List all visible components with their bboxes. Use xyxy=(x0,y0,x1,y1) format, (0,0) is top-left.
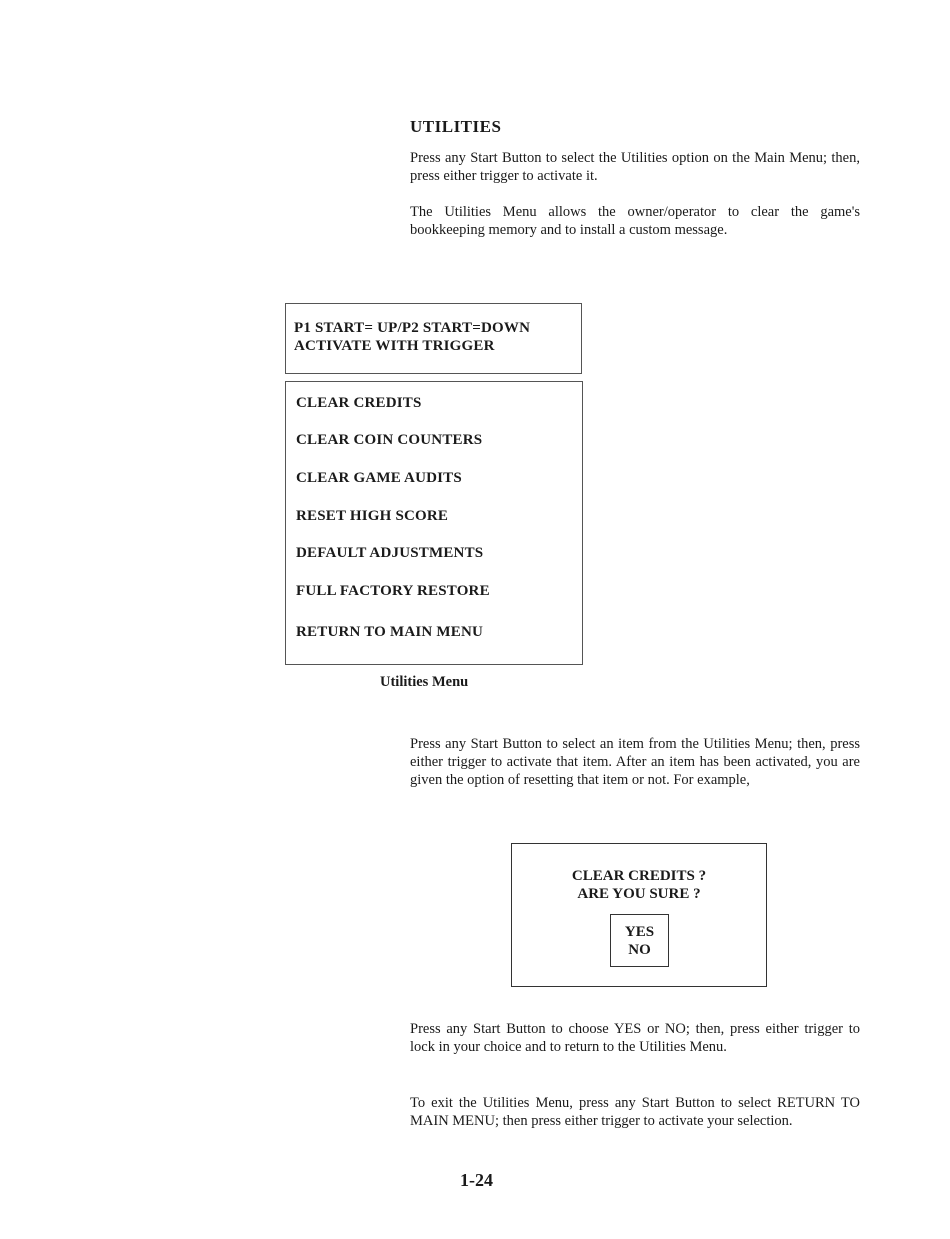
menu-header-line-1: P1 START= UP/P2 START=DOWN xyxy=(294,320,531,336)
menu-header-box xyxy=(285,303,582,374)
menu-item-clear-credits: CLEAR CREDITS xyxy=(296,395,422,411)
menu-item-return-to-main-menu: RETURN TO MAIN MENU xyxy=(296,624,484,640)
menu-item-clear-game-audits: CLEAR GAME AUDITS xyxy=(296,470,462,486)
menu-header-line-2: ACTIVATE WITH TRIGGER xyxy=(294,338,495,354)
menu-item-clear-coin-counters: CLEAR COIN COUNTERS xyxy=(296,432,483,448)
confirm-dialog-box xyxy=(511,843,767,987)
confirm-question-line-2: ARE YOU SURE ? xyxy=(577,886,701,902)
confirm-question-line-1: CLEAR CREDITS ? xyxy=(571,868,707,884)
intro-paragraph-1: Press any Start Button to select the Utilities option on the Main Menu; then, press either trigger to activate it. xyxy=(410,150,860,184)
utilities-menu-box xyxy=(285,381,583,665)
body-paragraph-3: To exit the Utilities Menu, press any Start Button to select RETURN TO MAIN MENU; then press either trigger to activate your selection. xyxy=(410,1095,860,1129)
intro-paragraph-2: The Utilities Menu allows the owner/operator to clear the game's bookkeeping memory and to install a custom message. xyxy=(410,204,860,238)
yes-no-choice-box xyxy=(610,914,669,967)
menu-item-reset-high-score: RESET HIGH SCORE xyxy=(296,508,449,524)
menu-item-default-adjustments: DEFAULT ADJUSTMENTS xyxy=(296,545,484,561)
body-paragraph-2: Press any Start Button to choose YES or NO; then, press either trigger to lock in your choice and to return to the Utilities Menu. xyxy=(410,1021,860,1055)
body-paragraph-1: Press any Start Button to select an item from the Utilities Menu; then, press either trigger to activate that item. After an item has been activated, you are given the option of resetting that item or not. For example, xyxy=(410,736,860,788)
section-title: UTILITIES xyxy=(410,117,502,136)
option-yes: YES xyxy=(624,924,655,940)
page-number: 1-24 xyxy=(460,1170,493,1190)
menu-caption: Utilities Menu xyxy=(380,674,469,690)
option-no: NO xyxy=(628,942,651,958)
menu-item-full-factory-restore: FULL FACTORY RESTORE xyxy=(296,583,490,599)
